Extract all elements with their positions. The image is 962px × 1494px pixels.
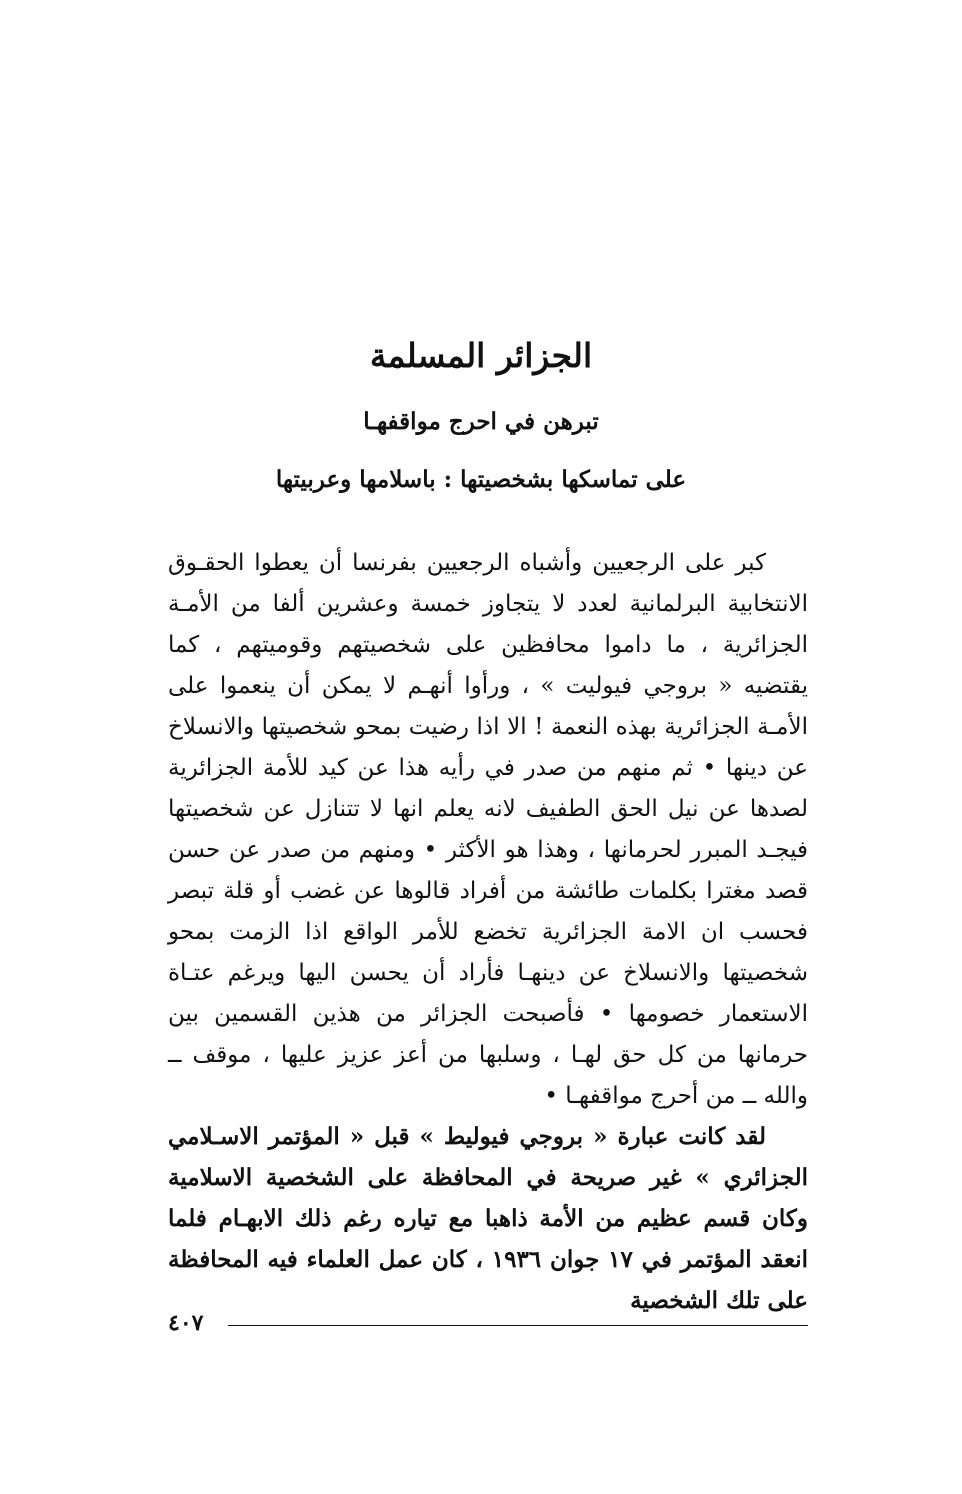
page-footer: [168, 1306, 808, 1342]
chapter-title: الجزائر المسلمة: [369, 336, 593, 375]
page-number: ٤٠٧: [168, 1310, 204, 1336]
footer-divider: [228, 1325, 808, 1326]
body-paragraph-1: كبر على الرجعيين وأشباه الرجعيين بفرنسا أن يعطوا الحقـوق الانتخابية البرلمانية لعدد لا يتجاوز خمسة وعشرين ألفا من الأمـة الجزائرية ، ما داموا محافظين على شخصيتهم وقوميتهم ، كما يقتضيه « بروجي فيوليت » ، ورأوا أنهـم لا يمكن أن ينعموا على الأمـة الجزائرية بهذه النعمة ! الا اذا رضيت بمحو شخصيتها والانسلاخ عن دينها • ثم منهم من صدر في رأيه هذا عن كيد للأمة الجزائرية لصدها عن نيل الحق الطفيف لانه يعلم انها لا تتنازل عن شخصيتها فيجـد المبرر لحرمانها ، وهذا هو الأكثر • ومنهم من صدر عن حسن قصد مغترا بكلمات طائشة من أفراد قالوها عن غضب أو قلة تبصر فحسب ان الامة الجزائرية تخضع للأمر الواقع اذا الزمت بمحو شخصيتها والانسلاخ عن دينهـا فأراد أن يحسن اليها ويرغم عتـاة الاستعمار خصومها • فأصبحت الجزائر من هذين القسمين بين حرمانها من كل حق لهـا ، وسلبها من أعز عزيز عليها ، موقف ــ والله ــ من أحرج مواقفهـا •: [168, 550, 808, 1109]
subtitle-line-2: على تماسكها بشخصيتها : باسلامها وعربيتها: [275, 466, 687, 493]
subtitle-line-1: تبرهن في احرج مواقفهـا: [363, 408, 599, 435]
body-paragraph-2: لقد كانت عبارة « بروجي فيوليط » قبل « المؤتمر الاسـلامي الجزائري » غير صريحة في المحافظة على الشخصية الاسلامية وكان قسم عظيم من الأمة ذاهبا مع تياره رغم ذلك الابهـام فلما انعقد المؤتمر في ١٧ جوان ١٩٣٦ ، كان عمل العلماء فيه المحافظة على تلك الشخصية: [168, 1123, 808, 1314]
